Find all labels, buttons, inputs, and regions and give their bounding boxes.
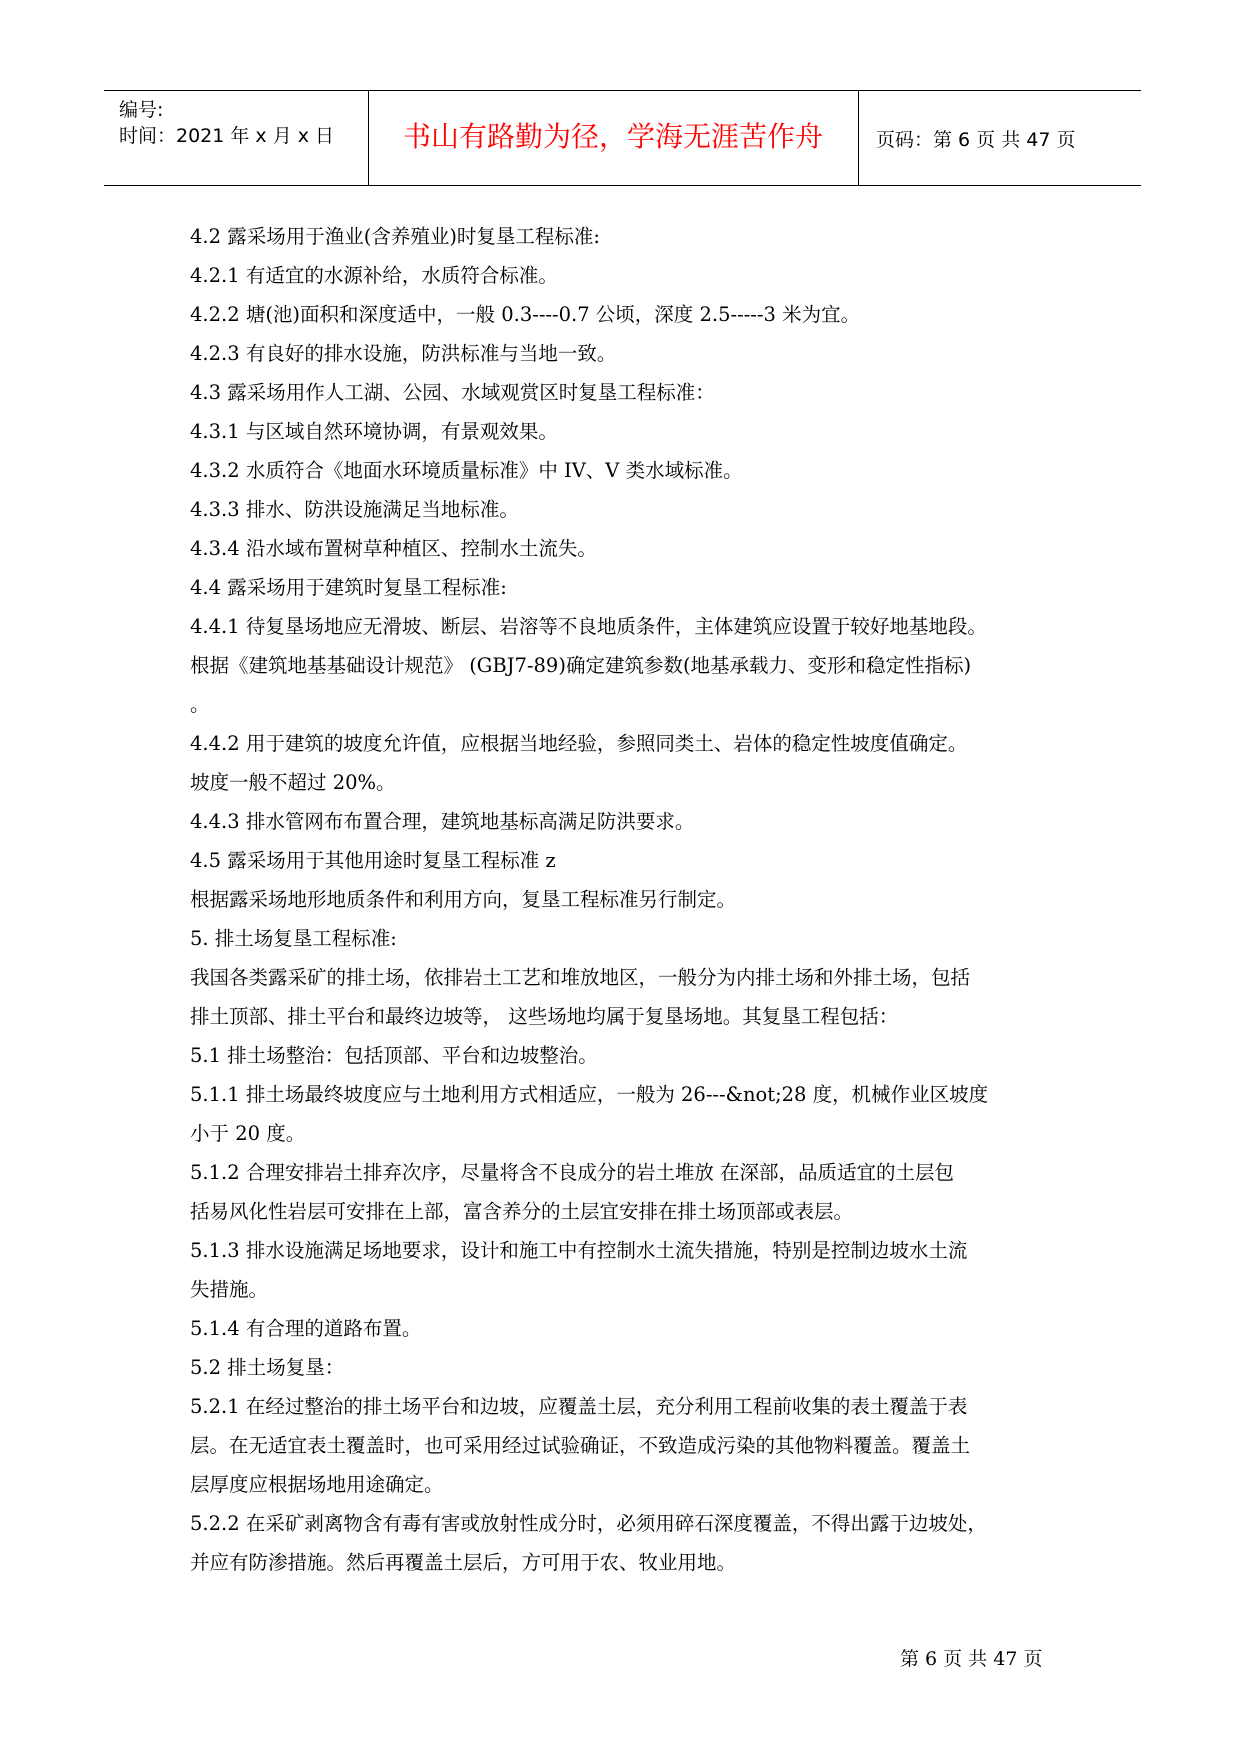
text-line: 4.4 露采场用于建筑时复垦工程标准: [190,576,507,599]
text-line: 4.3.4 沿水域布置树草种植区、控制水土流失。 [190,537,597,560]
header-motto: 书山有路勤为径，学海无涯苦作舟 [402,120,823,153]
text-line: 4.2.3 有良好的排水设施，防洪标准与当地一致。 [190,342,617,365]
text-line: 5.2 排土场复垦： [190,1356,345,1379]
text-line: 4.4.2 用于建筑的坡度允许值，应根据当地经验，参照同类土、岩体的稳定性坡度值确定。 [190,732,968,755]
text-line: 5.1.1 排土场最终坡度应与土地利用方式相适应，一般为 26---&not;28 度，机械作业区坡度 [190,1083,989,1106]
text-line: 坡度一般不超过 20%。 [190,771,396,794]
text-line: 排土顶部、排土平台和最终边坡等， 这些场地均属于复垦场地。其复垦工程包括： [190,1005,899,1028]
text-line: 4.3.2 水质符合《地面水环境质量标准》中 IV、V 类水域标准。 [190,459,743,482]
text-line: 5. 排土场复垦工程标准: [190,927,397,950]
text-line: 4.2 露采场用于渔业(含养殖业)时复垦工程标准: [190,225,600,248]
text-line: 4.4.1 待复垦场地应无滑坡、断层、岩溶等不良地质条件，主体建筑应设置于较好地基地段。 [190,615,987,638]
text-line: 4.2.1 有适宜的水源补给，水质符合标准。 [190,264,558,287]
text-line: 层厚度应根据场地用途确定。 [190,1473,444,1496]
document-number-label: 编号: [119,99,164,121]
text-line: 。 [190,693,210,716]
text-line: 5.1.3 排水设施满足场地要求，设计和施工中有控制水土流失措施，特别是控制边坡水土流 [190,1239,968,1262]
text-line: 5.2.2 在采矿剥离物含有毒有害或放射性成分时，必须用碎石深度覆盖，不得出露于边坡处， [190,1512,987,1535]
text-line: 5.2.1 在经过整治的排土场平台和边坡，应覆盖土层，充分利用工程前收集的表土覆盖于表 [190,1395,968,1418]
page-footer: 第 6 页 共 47 页 [900,1648,1043,1670]
text-line: 根据露采场地形地质条件和利用方向，复垦工程标准另行制定。 [190,888,737,911]
text-line: 5.1.2 合理安排岩土排弃次序，尽量将含不良成分的岩土堆放 在深部，品质适宜的土层包 [190,1161,955,1184]
text-line: 5.1.4 有合理的道路布置。 [190,1317,422,1340]
text-line: 4.3.1 与区域自然环境协调，有景观效果。 [190,420,558,443]
text-line: 并应有防渗措施。然后再覆盖土层后，方可用于农、牧业用地。 [190,1551,737,1574]
text-line: 我国各类露采矿的排土场，依排岩土工艺和堆放地区，一般分为内排土场和外排土场，包括 [190,966,971,989]
text-line: 小于 20 度。 [190,1122,306,1145]
text-line: 4.4.3 排水管网布布置合理，建筑地基标高满足防洪要求。 [190,810,695,833]
text-line: 层。在无适宜表土覆盖时，也可采用经过试验确证，不致造成污染的其他物料覆盖。覆盖土 [190,1434,971,1457]
document-time-label: 时间：2021 年 x 月 x 日 [119,125,335,147]
text-line: 4.2.2 塘(池)面积和深度适中，一般 0.3----0.7 公顷，深度 2.5-----3 米为宜。 [190,303,861,326]
text-line: 失措施。 [190,1278,269,1301]
text-line: 根据《建筑地基基础设计规范》 (GBJ7-89)确定建筑参数(地基承载力、变形和稳定性指标) [190,654,972,677]
text-line: 4.3.3 排水、防洪设施满足当地标准。 [190,498,519,521]
page-header [104,90,1141,186]
text-line: 4.5 露采场用于其他用途时复垦工程标准 z [190,849,556,872]
text-line: 括易风化性岩层可安排在上部，富含养分的土层宜安排在排土场顶部或表层。 [190,1200,854,1223]
text-line: 5.1 排土场整治：包括顶部、平台和边坡整治。 [190,1044,598,1067]
text-line: 4.3 露采场用作人工湖、公园、水域观赏区时复垦工程标准： [190,381,715,404]
header-divider [858,91,859,185]
header-page-info: 页码：第 6 页 共 47 页 [876,129,1076,151]
